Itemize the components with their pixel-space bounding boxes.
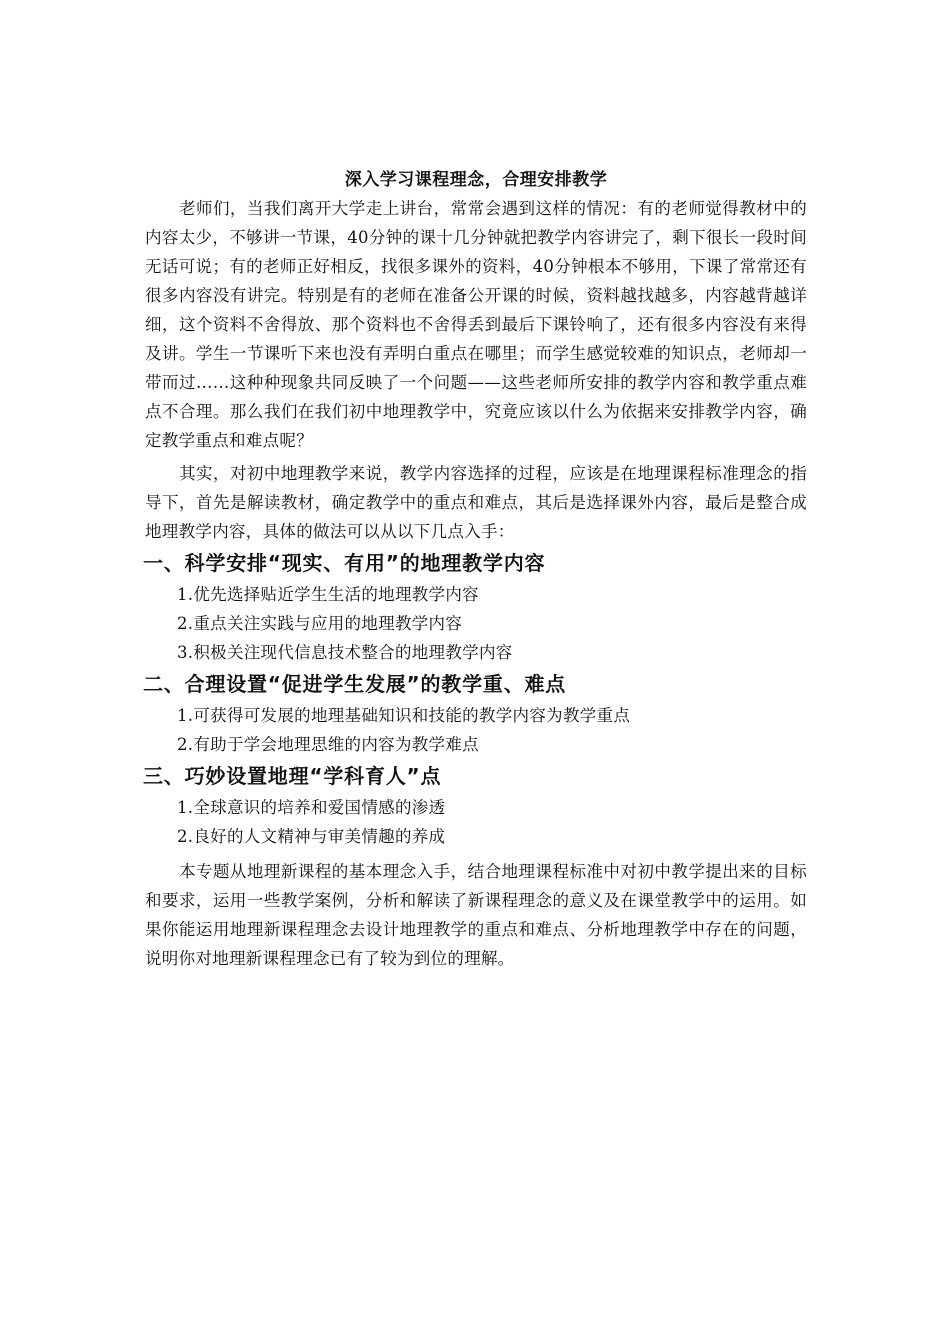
list-item: 1.全球意识的培养和爱国情感的渗透 xyxy=(177,798,446,817)
document-title: 深入学习课程理念，合理安排教学 xyxy=(344,170,608,190)
intro-paragraph-1: 老师们，当我们离开大学走上讲台，常常会遇到这样的情况：有的老师觉得教材中的内容太少，不够讲一节课，40分钟的课十几分钟就把教学内容讲完了，剩下很长一段时间无话可说；有的老师正好相反，找很多课外的资料，40分钟根本不够用，下课了常常还有很多内容没有讲完。特别是有的老师在准备公开课的时候，资料越找越多，内容越背越详细，这个资料不舍得放、那个资料也不舍得丢到最后下课铃响了，还有很多内容没有来得及讲。学生一节课听下来也没有弄明白重点在哪里；而学生感觉较难的知识点，老师却一带而过……这种种现象共同反映了一个问题——这些老师所安排的教学内容和教学重点难点不合理。那么我们在我们初中地理教学中，究竟应该以什么为依据来安排教学内容，确定教学重点和难点呢？ xyxy=(145,199,807,450)
section-1 xyxy=(145,548,807,667)
list-item: 1.可获得可发展的地理基础知识和技能的教学内容为教学重点 xyxy=(177,706,631,725)
section-3 xyxy=(145,761,807,851)
closing-paragraph: 本专题从地理新课程的基本理念入手，结合地理课程标准中对初中教学提出来的目标和要求，运用一些教学案例，分析和解读了新课程理念的意义及在课堂教学中的运用。如果你能运用地理新课程理念去设计地理教学的重点和难点、分析地理教学中存在的问题，说明你对地理新课程理念已有了较为到位的理解。 xyxy=(145,862,807,968)
section-heading-2: 二、合理设置“促进学生发展”的教学重、难点 xyxy=(143,672,567,696)
list-item: 2.有助于学会地理思维的内容为教学难点 xyxy=(177,735,479,754)
list-item: 2.重点关注实践与应用的地理教学内容 xyxy=(177,614,463,633)
list-item: 1.优先选择贴近学生生活的地理教学内容 xyxy=(177,585,479,604)
document-page xyxy=(145,168,807,973)
section-heading-3: 三、巧妙设置地理“学科育人”点 xyxy=(143,764,442,788)
list-item: 3.积极关注现代信息技术整合的地理教学内容 xyxy=(177,643,513,662)
intro-paragraph-2: 其实，对初中地理教学来说，教学内容选择的过程，应该是在地理课程标准理念的指导下，首先是解读教材，确定教学中的重点和难点，其后是选择课外内容，最后是整合成地理教学内容，具体的做法可以从以下几点入手： xyxy=(145,464,807,541)
section-2 xyxy=(145,669,807,759)
section-heading-1: 一、科学安排“现实、有用”的地理教学内容 xyxy=(143,551,546,575)
list-item: 2.良好的人文精神与审美情趣的养成 xyxy=(177,827,446,846)
